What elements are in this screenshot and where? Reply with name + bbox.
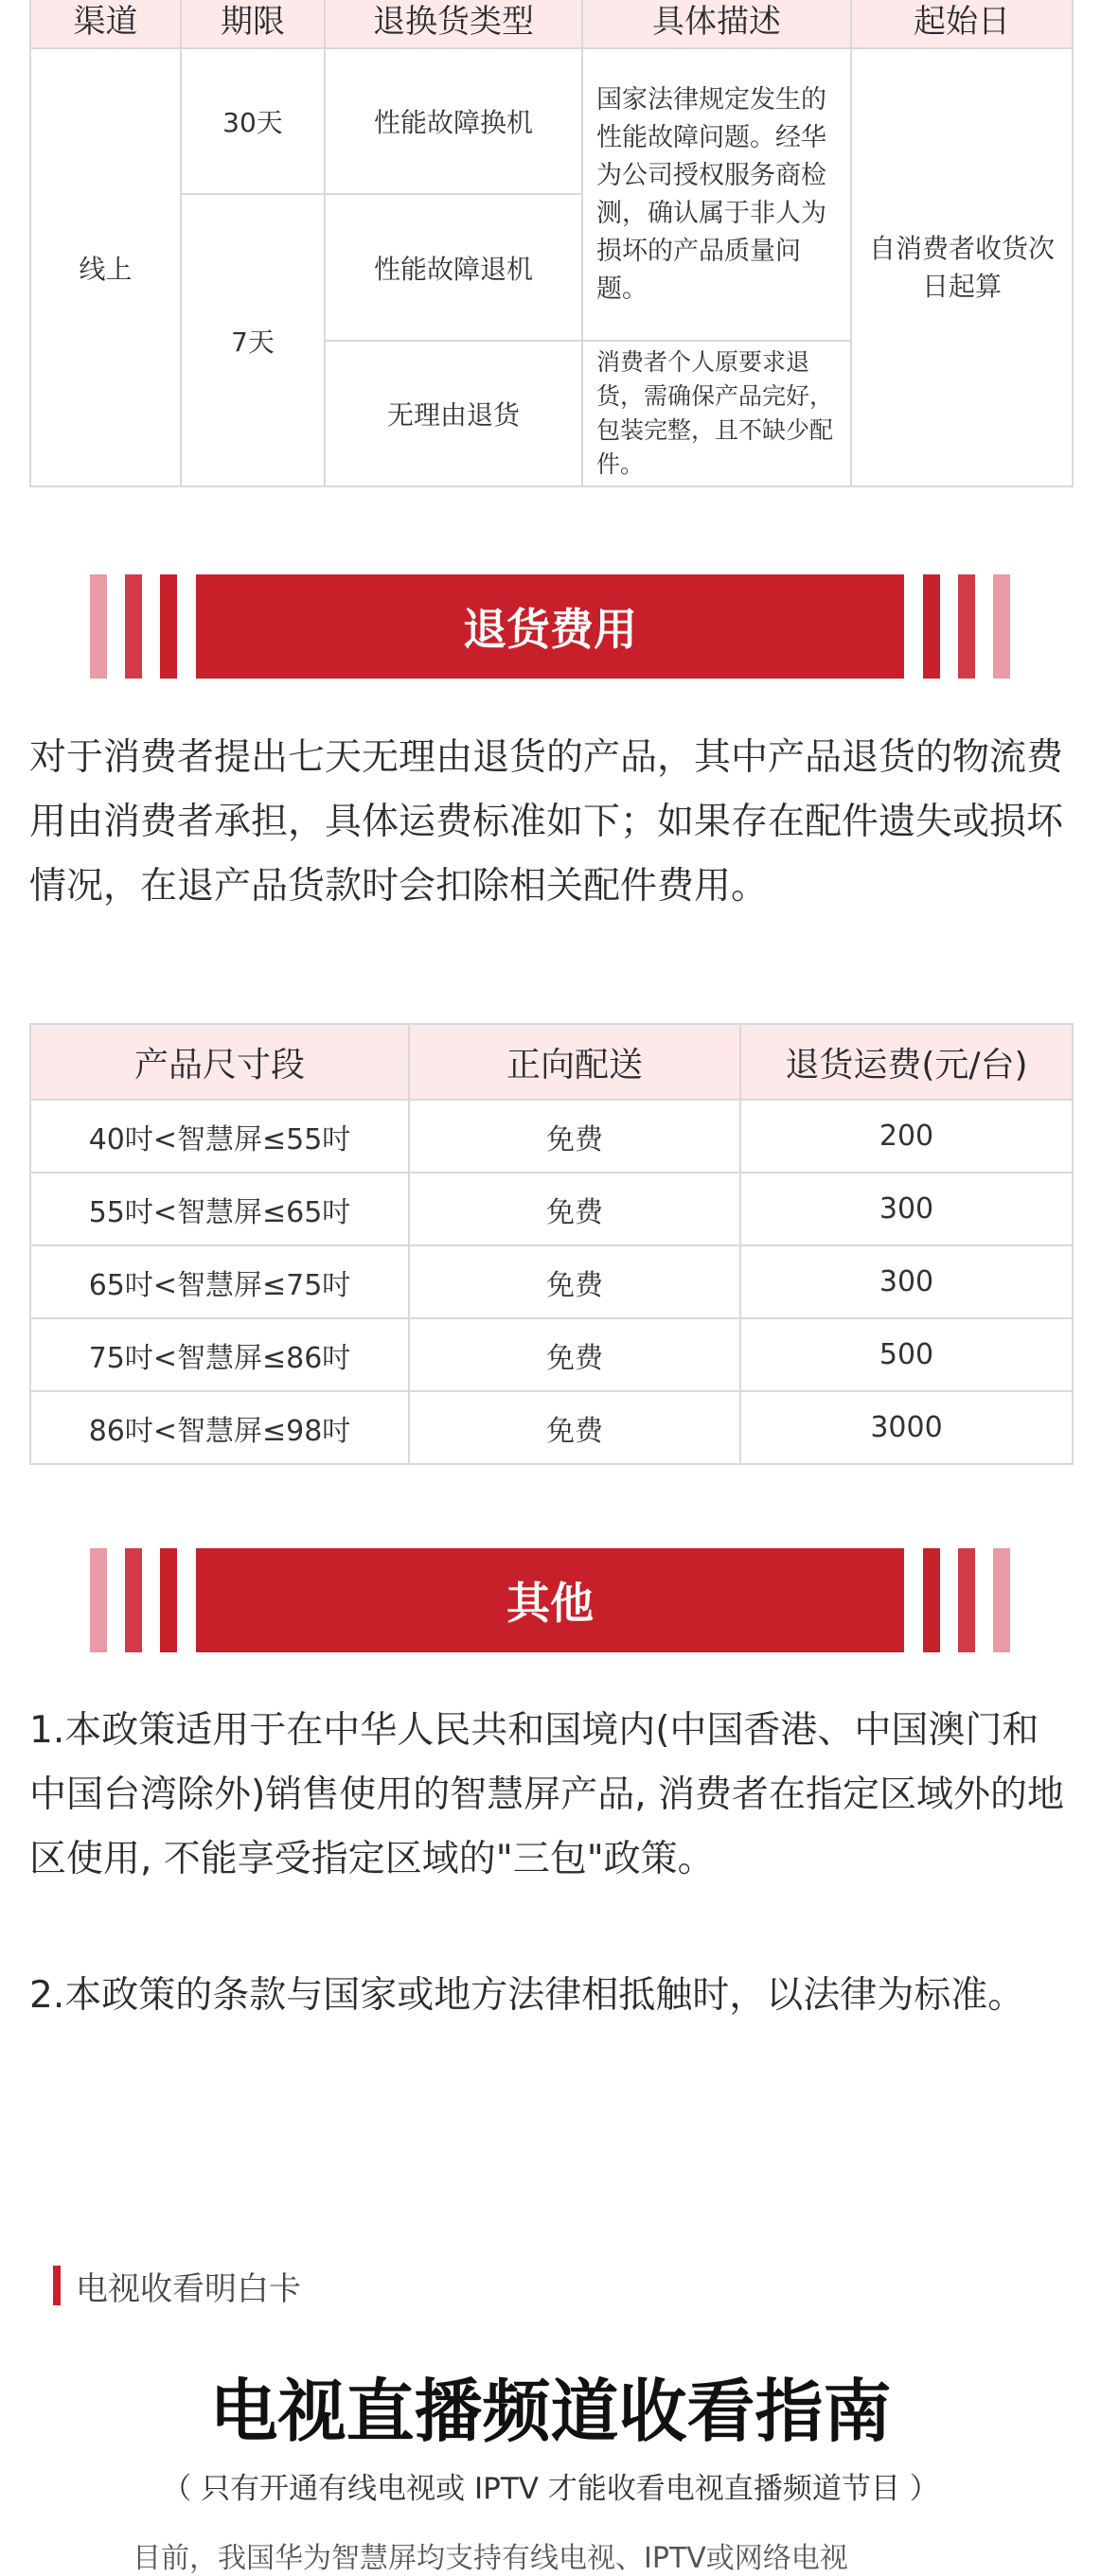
- header-stripe: [958, 1548, 975, 1652]
- channel-cell: 线上: [30, 48, 181, 486]
- header-stripe: [993, 1548, 1010, 1652]
- period-cell: 30天: [181, 48, 325, 194]
- delivery-cell: 免费: [409, 1100, 740, 1173]
- return-fee-paragraph: 对于消费者提出七天无理由退货的产品，其中产品退货的物流费用由消费者承担，具体运费标准如下；如果存在配件遗失或损坏情况，在退产品货款时会扣除相关配件费用。: [29, 736, 1064, 908]
- guide-subtitle: （ 只有开通有线电视或 IPTV 才能收看电视直播频道节目 ）: [162, 2472, 939, 2506]
- header-return-shipping: 退货运费(元/台): [740, 1024, 1073, 1100]
- delivery-cell: 免费: [409, 1173, 740, 1245]
- header-period: 期限: [181, 0, 325, 48]
- header-start-day: 起始日: [851, 0, 1073, 48]
- period-cell: 7天: [181, 194, 325, 486]
- section-title: 其他: [196, 1548, 904, 1652]
- size-cell: 75吋<智慧屏≤86吋: [30, 1318, 409, 1391]
- tv-card-label: [53, 2265, 301, 2306]
- header-channel: 渠道: [30, 0, 181, 48]
- fee-cell: 500: [740, 1318, 1073, 1391]
- fee-cell: 300: [740, 1245, 1073, 1318]
- table-row: [30, 1100, 1073, 1173]
- delivery-cell: 免费: [409, 1245, 740, 1318]
- other-item-2: 2.本政策的条款与国家或地方法律相抵触时，以法律为标准。: [29, 1974, 1025, 2017]
- type-cell: 无理由退货: [325, 341, 582, 486]
- header-stripe: [90, 574, 107, 679]
- description-cell: 消费者个人原要求退货，需确保产品完好，包装完整，且不缺少配件。: [582, 341, 851, 486]
- section-title: 退货费用: [196, 574, 904, 679]
- size-cell: 65吋<智慧屏≤75吋: [30, 1245, 409, 1318]
- table-row: [30, 48, 1073, 194]
- return-policy-table: [29, 0, 1074, 487]
- delivery-cell: 免费: [409, 1318, 740, 1391]
- fee-cell: 200: [740, 1100, 1073, 1173]
- table-row: [30, 1391, 1073, 1464]
- header-stripe: [923, 574, 940, 679]
- header-stripe: [160, 1548, 177, 1652]
- header-stripe: [125, 1548, 142, 1652]
- header-stripe: [923, 1548, 940, 1652]
- delivery-cell: 免费: [409, 1391, 740, 1464]
- table-header-row: [30, 0, 1073, 48]
- fee-cell: 300: [740, 1173, 1073, 1245]
- header-stripe: [160, 574, 177, 679]
- table-row: [30, 1173, 1073, 1245]
- header-stripe: [993, 574, 1010, 679]
- header-type: 退换货类型: [325, 0, 582, 48]
- label-accent-bar: [53, 2266, 61, 2305]
- guide-intro-text: 目前，我国华为智慧屏均支持有线电视、IPTV或网络电视: [133, 2542, 848, 2575]
- header-stripe: [90, 1548, 107, 1652]
- table-row: [30, 1318, 1073, 1391]
- table-row: [30, 1245, 1073, 1318]
- header-size: 产品尺寸段: [30, 1024, 409, 1100]
- header-stripe: [125, 574, 142, 679]
- tv-card-label-text: 电视收看明白卡: [76, 2269, 301, 2308]
- start-day-cell: 自消费者收货次日起算: [851, 48, 1073, 486]
- type-cell: 性能故障换机: [325, 48, 582, 194]
- fee-cell: 3000: [740, 1391, 1073, 1464]
- other-item-1: 1.本政策适用于在中华人民共和国境内(中国香港、中国澳门和中国台湾除外)销售使用的智慧屏产品, 消费者在指定区域外的地区使用, 不能享受指定区域的"三包"政策。: [29, 1709, 1065, 1880]
- section-header-other: [90, 1548, 1010, 1652]
- header-description: 具体描述: [582, 0, 851, 48]
- size-cell: 86吋<智慧屏≤98吋: [30, 1391, 409, 1464]
- description-cell: 国家法律规定发生的性能故障问题。经华为公司授权服务商检测，确认属于非人为损坏的产品质量问题。: [582, 48, 851, 341]
- section-header-return-fee: [90, 574, 1010, 679]
- header-forward-delivery: 正向配送: [409, 1024, 740, 1100]
- size-cell: 40吋<智慧屏≤55吋: [30, 1100, 409, 1173]
- size-cell: 55吋<智慧屏≤65吋: [30, 1173, 409, 1245]
- header-stripe: [958, 574, 975, 679]
- return-fee-table: [29, 1023, 1074, 1465]
- table-header-row: [30, 1024, 1073, 1100]
- guide-title: 电视直播频道收看指南: [209, 2372, 892, 2451]
- type-cell: 性能故障退机: [325, 194, 582, 341]
